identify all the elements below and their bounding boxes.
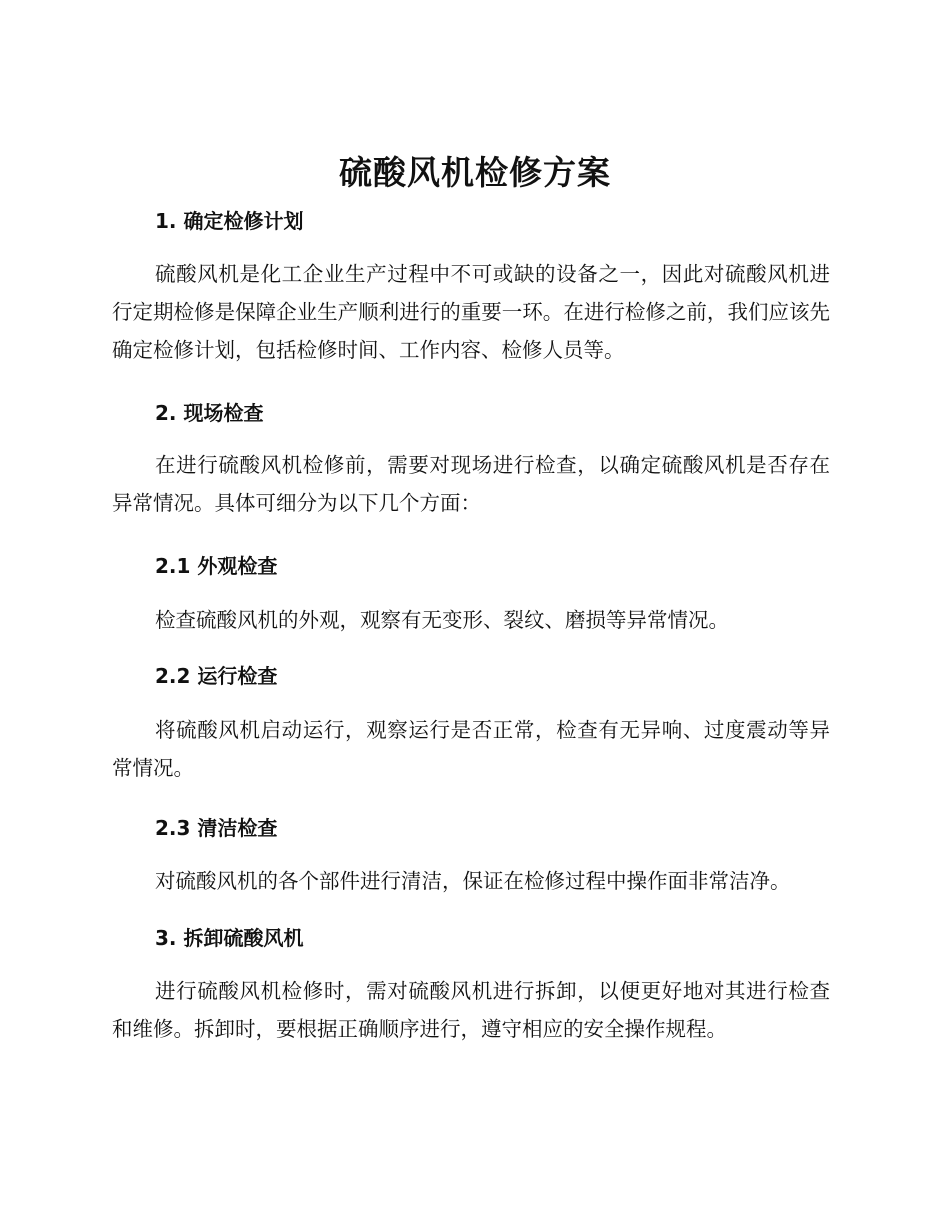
section-heading-3: 3. 拆卸硫酸风机: [155, 926, 304, 950]
section-heading-1: 1. 确定检修计划: [155, 209, 304, 233]
section-paragraph-3: 进行硫酸风机检修时，需对硫酸风机进行拆卸，以便更好地对其进行检查和维修。拆卸时，要根据正确顺序进行，遵守相应的安全操作规程。: [112, 979, 830, 1041]
section-heading-2: 2. 现场检查: [155, 401, 264, 425]
section-heading-2-3: 2.3 清洁检查: [155, 816, 278, 840]
section-paragraph-2-3: 对硫酸风机的各个部件进行清洁，保证在检修过程中操作面非常洁净。: [155, 869, 791, 893]
document-title: 硫酸风机检修方案: [339, 153, 611, 192]
section-paragraph-2-2: 将硫酸风机启动运行，观察运行是否正常，检查有无异响、过度震动等异常情况。: [112, 718, 830, 780]
section-paragraph-1: 硫酸风机是化工企业生产过程中不可或缺的设备之一，因此对硫酸风机进行定期检修是保障企业生产顺利进行的重要一环。在进行检修之前，我们应该先确定检修计划，包括检修时间、工作内容、检修人员等。: [112, 262, 830, 362]
section-heading-2-1: 2.1 外观检查: [155, 554, 278, 578]
section-paragraph-2: 在进行硫酸风机检修前，需要对现场进行检查，以确定硫酸风机是否存在异常情况。具体可细分为以下几个方面：: [112, 453, 830, 515]
section-paragraph-2-1: 检查硫酸风机的外观，观察有无变形、裂纹、磨损等异常情况。: [155, 608, 729, 632]
section-heading-2-2: 2.2 运行检查: [155, 664, 278, 688]
